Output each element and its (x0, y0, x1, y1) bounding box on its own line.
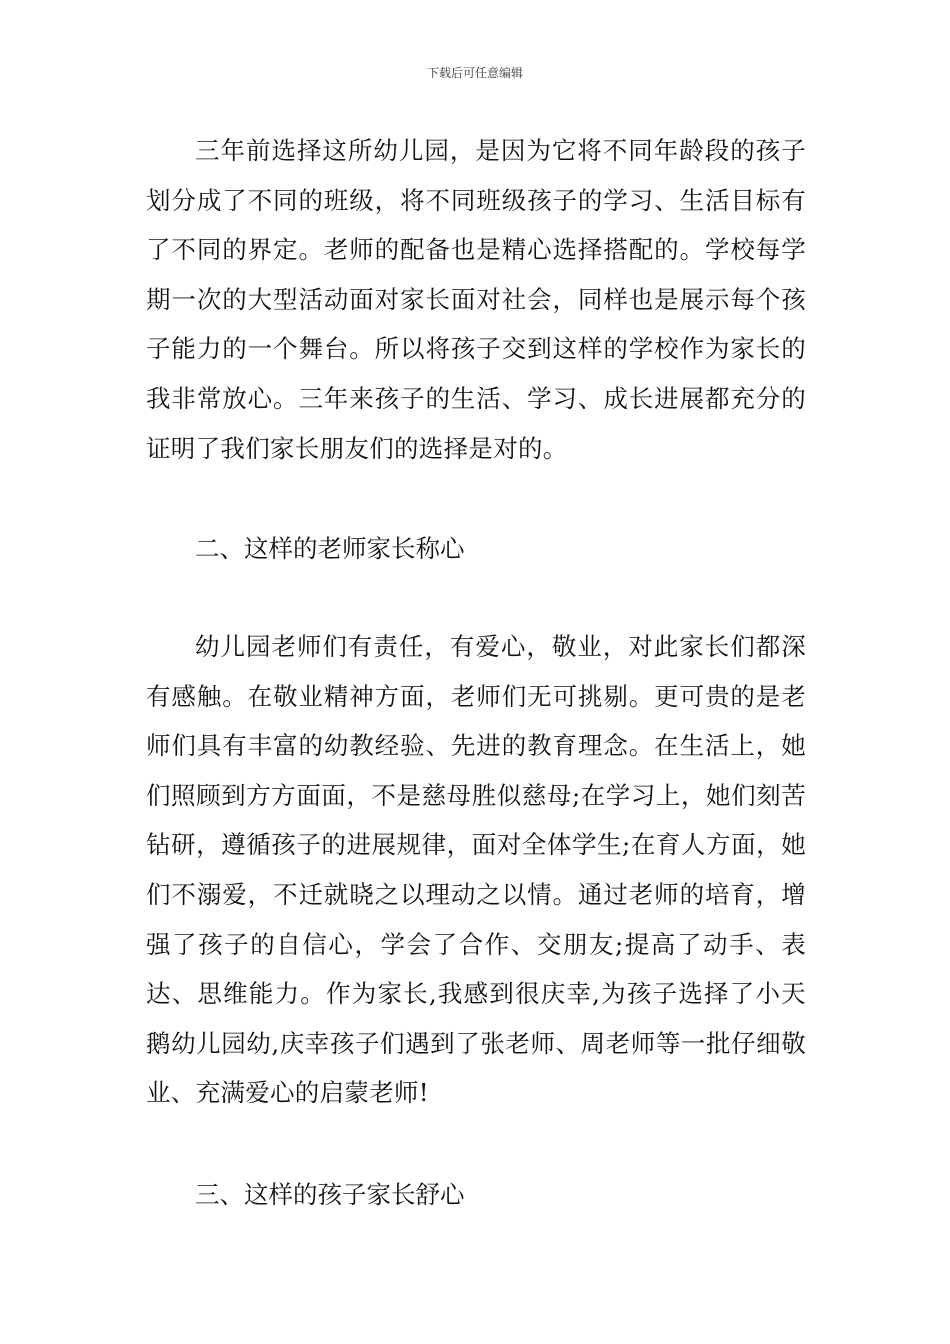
section-heading-children: 三、这样的孩子家长舒心 (195, 1180, 465, 1209)
page-header: 下载后可任意编辑 (426, 66, 523, 80)
paragraph-school-choice: 三年前选择这所幼儿园，是因为它将不同年龄段的孩子划分成了不同的班级，将不同班级孩子的学习、生活目标有了不同的界定。老师的配备也是精心选择搭配的。学校每学期一次的大型活动面对家长面对社会，同样也是展示每个孩子能力的一个舞台。所以将孩子交到这样的学校作为家长的我非常放心。三年来孩子的生活、学习、成长进展都充分的证明了我们家长朋友们的选择是对的。 (146, 136, 806, 463)
paragraph-teachers: 幼儿园老师们有责任，有爱心，敬业，对此家长们都深有感触。在敬业精神方面，老师们无可挑剔。更可贵的是老师们具有丰富的幼教经验、先进的教育理念。在生活上，她们照顾到方方面面，不是慈母胜似慈母;在学习上，她们刻苦钻研，遵循孩子的进展规律，面对全体学生;在育人方面，她们不溺爱，不迁就晓之以理动之以情。通过老师的培育，增强了孩子的自信心，学会了合作、交朋友;提高了动手、表达、思维能力。作为家长,我感到很庆幸,为孩子选择了小天鹅幼儿园幼,庆幸孩子们遇到了张老师、周老师等一批仔细敬业、充满爱心的启蒙老师! (146, 632, 806, 1108)
section-heading-teachers: 二、这样的老师家长称心 (195, 534, 465, 563)
